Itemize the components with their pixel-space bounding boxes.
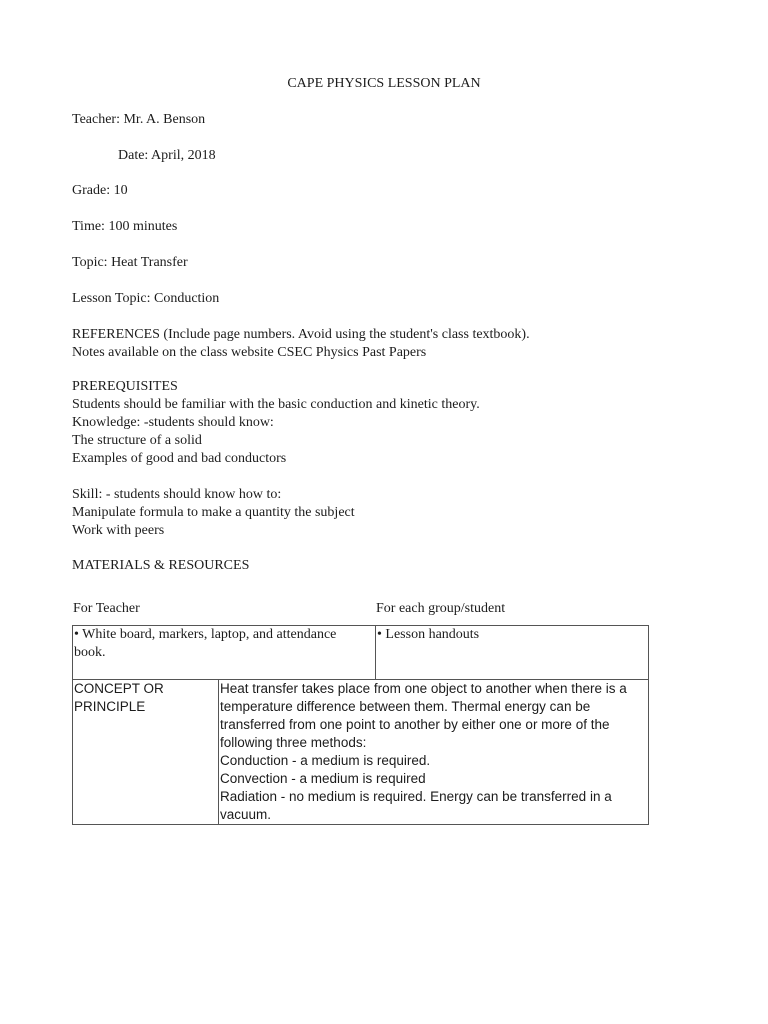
for-group-label: For each group/student xyxy=(376,601,506,616)
concept-text-line: Radiation - no medium is required. Energy can be transferred in a xyxy=(220,789,612,804)
page-title: CAPE PHYSICS LESSON PLAN xyxy=(287,76,481,91)
concept-text-cell xyxy=(219,680,649,825)
prerequisites-heading: PREREQUISITES xyxy=(72,379,178,394)
concept-table xyxy=(72,679,649,825)
references-line-2: Notes available on the class website CSEC Physics Past Papers xyxy=(72,345,427,360)
materials-heading: MATERIALS & RESOURCES xyxy=(72,558,250,573)
concept-label-line: PRINCIPLE xyxy=(74,699,146,714)
prerequisite-line: Examples of good and bad conductors xyxy=(72,451,287,466)
prerequisites-section xyxy=(72,378,480,468)
concept-text-line: transferred from one point to another by either one or more of the xyxy=(220,717,610,732)
time-line: Time: 100 minutes xyxy=(72,219,178,234)
concept-text-line: temperature difference between them. Thermal energy can be xyxy=(220,699,591,714)
concept-text-line: following three methods: xyxy=(220,735,367,750)
references-line-1: REFERENCES (Include page numbers. Avoid using the student's class textbook). xyxy=(72,327,530,342)
prerequisite-line: Knowledge: -students should know: xyxy=(72,415,274,430)
skill-line: Skill: - students should know how to: xyxy=(72,487,282,502)
references-section xyxy=(72,326,530,362)
skill-line: Manipulate formula to make a quantity the subject xyxy=(72,505,355,520)
prerequisite-line: Students should be familiar with the basic conduction and kinetic theory. xyxy=(72,397,480,412)
grade-line: Grade: 10 xyxy=(72,183,128,198)
concept-label-line: CONCEPT OR xyxy=(74,681,164,696)
concept-text-line: Convection - a medium is required xyxy=(220,771,426,786)
teacher-materials-cell xyxy=(73,626,376,680)
concept-label-cell xyxy=(73,680,219,825)
teacher-line: Teacher: Mr. A. Benson xyxy=(72,112,206,127)
skill-line: Work with peers xyxy=(72,523,165,538)
concept-text-line: Conduction - a medium is required. xyxy=(220,753,431,768)
concept-text-line: vacuum. xyxy=(220,807,272,822)
teacher-material-line: • White board, markers, laptop, and attendance xyxy=(74,627,337,642)
group-materials-cell: • Lesson handouts xyxy=(376,626,649,680)
for-teacher-label: For Teacher xyxy=(73,601,140,616)
prerequisite-line: The structure of a solid xyxy=(72,433,202,448)
topic-line: Topic: Heat Transfer xyxy=(72,255,188,270)
lesson-topic-line: Lesson Topic: Conduction xyxy=(72,291,220,306)
concept-text-line: Heat transfer takes place from one object to another when there is a xyxy=(220,681,627,696)
skill-section xyxy=(72,486,355,540)
date-line: Date: April, 2018 xyxy=(118,148,216,163)
teacher-material-line: book. xyxy=(74,645,106,660)
materials-table xyxy=(72,625,649,680)
